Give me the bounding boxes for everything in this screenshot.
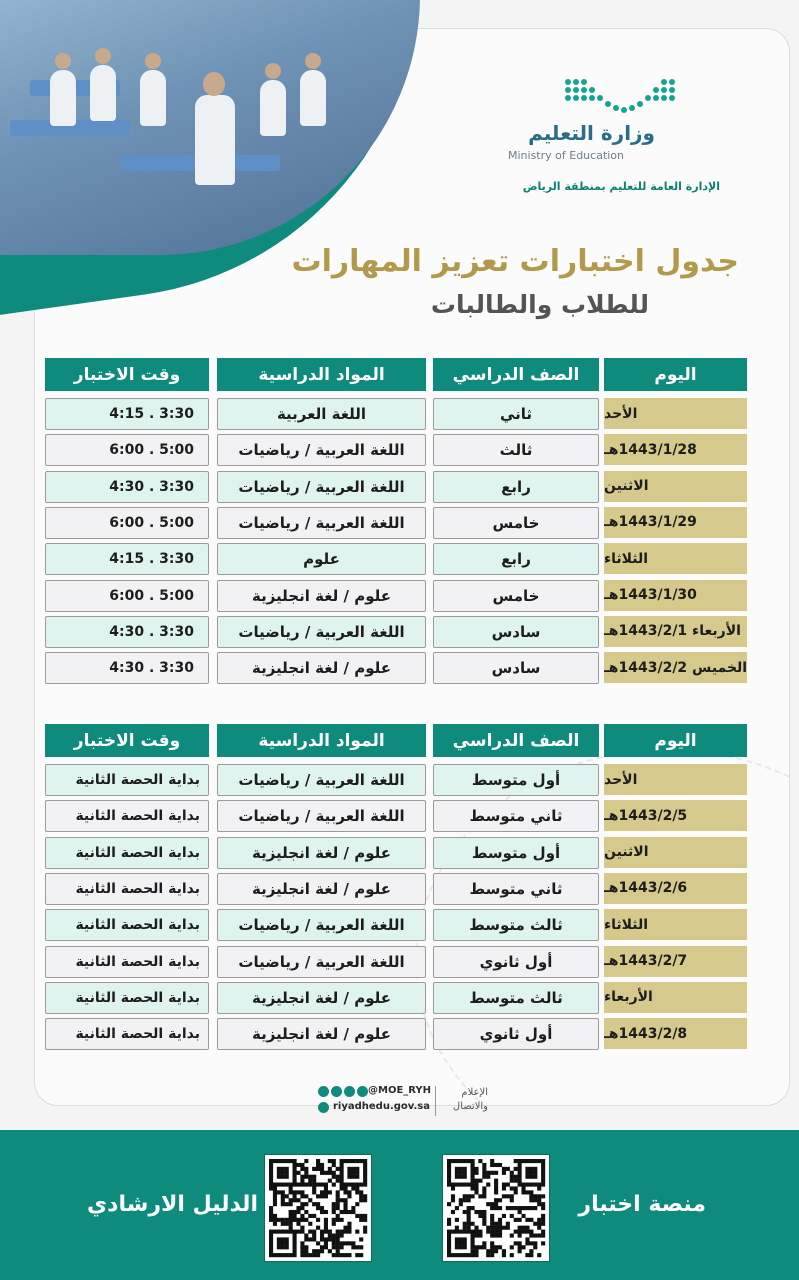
day-cell: 1443/2/5هـ <box>604 800 747 831</box>
subjects-cell: اللغة العربية / رياضيات <box>217 909 426 941</box>
grade-cell: أول متوسط <box>433 764 599 796</box>
time-cell: 3:30 . 4:30 <box>45 616 209 648</box>
ministry-logo-icon <box>560 76 690 120</box>
guide-qr-code-icon[interactable] <box>264 1154 372 1262</box>
day-cell: الاثنين <box>604 837 747 868</box>
header-grade: الصف الدراسي <box>433 358 599 391</box>
snapchat-icon[interactable] <box>344 1086 355 1097</box>
youtube-icon[interactable] <box>357 1086 368 1097</box>
time-cell: بداية الحصة الثانية <box>45 837 209 869</box>
grade-cell: رابع <box>433 471 599 503</box>
time-cell: بداية الحصة الثانية <box>45 909 209 941</box>
time-cell: 3:30 . 4:30 <box>45 652 209 684</box>
website-link[interactable]: riyadhedu.gov.sa <box>333 1101 430 1112</box>
day-cell: الأحد <box>604 398 747 429</box>
grade-cell: ثاني متوسط <box>433 873 599 905</box>
time-cell: بداية الحصة الثانية <box>45 800 209 832</box>
header-subjects-2: المواد الدراسية <box>217 724 426 757</box>
day-cell: الأحد <box>604 764 747 795</box>
time-cell: بداية الحصة الثانية <box>45 764 209 796</box>
subjects-cell: علوم / لغة انجليزية <box>217 873 426 905</box>
day-cell: الثلاثاء <box>604 543 747 574</box>
time-cell: بداية الحصة الثانية <box>45 873 209 905</box>
day-cell: 1443/2/8هـ <box>604 1018 747 1049</box>
subjects-cell: اللغة العربية / رياضيات <box>217 434 426 466</box>
grade-cell: ثاني <box>433 398 599 430</box>
grade-cell: ثالث <box>433 434 599 466</box>
header-day-2: اليوم <box>604 724 747 757</box>
header-time: وقت الاختبار <box>45 358 209 391</box>
subjects-cell: علوم / لغة انجليزية <box>217 1018 426 1050</box>
header-time-2: وقت الاختبار <box>45 724 209 757</box>
header-day: اليوم <box>604 358 747 391</box>
day-cell: 1443/2/6هـ <box>604 873 747 904</box>
social-handle[interactable]: @MOE_RYH <box>368 1085 432 1096</box>
day-cell: 1443/1/29هـ <box>604 507 747 538</box>
time-cell: 5:00 . 6:00 <box>45 507 209 539</box>
day-cell: الخميس 1443/2/2هـ <box>604 652 747 683</box>
grade-cell: رابع <box>433 543 599 575</box>
ministry-name-en: Ministry of Education <box>508 149 625 162</box>
day-cell: الثلاثاء <box>604 909 747 940</box>
subjects-cell: اللغة العربية / رياضيات <box>217 764 426 796</box>
header-subjects: المواد الدراسية <box>217 358 426 391</box>
time-cell: 5:00 . 6:00 <box>45 580 209 612</box>
ministry-name-ar: وزارة التعليم <box>528 121 655 145</box>
subjects-cell: علوم / لغة انجليزية <box>217 837 426 869</box>
time-cell: بداية الحصة الثانية <box>45 1018 209 1050</box>
media-dept: الإعلام والاتصال <box>452 1087 488 1112</box>
subjects-cell: اللغة العربية / رياضيات <box>217 616 426 648</box>
subjects-cell: علوم / لغة انجليزية <box>217 580 426 612</box>
grade-cell: أول ثانوي <box>433 946 599 978</box>
grade-cell: سادس <box>433 616 599 648</box>
day-cell: الأربعاء 1443/2/1هـ <box>604 616 747 647</box>
footer-bar <box>0 1130 799 1280</box>
social-block <box>318 1086 488 1120</box>
grade-cell: خامس <box>433 507 599 539</box>
guide-label: الدليل الارشادي <box>87 1192 258 1217</box>
time-cell: 5:00 . 6:00 <box>45 434 209 466</box>
time-cell: 3:30 . 4:30 <box>45 471 209 503</box>
subjects-cell: اللغة العربية / رياضيات <box>217 471 426 503</box>
header-grade-2: الصف الدراسي <box>433 724 599 757</box>
subjects-cell: علوم / لغة انجليزية <box>217 982 426 1014</box>
instagram-icon[interactable] <box>331 1086 342 1097</box>
twitter-icon[interactable] <box>318 1086 329 1097</box>
grade-cell: أول ثانوي <box>433 1018 599 1050</box>
social-icons <box>318 1086 368 1097</box>
time-cell: 3:30 . 4:15 <box>45 398 209 430</box>
time-cell: 3:30 . 4:15 <box>45 543 209 575</box>
subjects-cell: اللغة العربية <box>217 398 426 430</box>
grade-cell: خامس <box>433 580 599 612</box>
subjects-cell: اللغة العربية / رياضيات <box>217 507 426 539</box>
day-cell: 1443/1/30هـ <box>604 580 747 611</box>
time-cell: بداية الحصة الثانية <box>45 946 209 978</box>
day-cell: الأربعاء <box>604 982 747 1013</box>
grade-cell: أول متوسط <box>433 837 599 869</box>
region-name: الإدارة العامة للتعليم بمنطقة الرياض <box>522 180 720 193</box>
platform-qr-code-icon[interactable] <box>442 1154 550 1262</box>
divider <box>435 1086 436 1116</box>
grade-cell: سادس <box>433 652 599 684</box>
day-cell: 1443/1/28هـ <box>604 434 747 465</box>
time-cell: بداية الحصة الثانية <box>45 982 209 1014</box>
subjects-cell: اللغة العربية / رياضيات <box>217 946 426 978</box>
platform-label: منصة اختبار <box>578 1192 706 1217</box>
subjects-cell: اللغة العربية / رياضيات <box>217 800 426 832</box>
page-subtitle: للطلاب والطالبات <box>430 290 649 319</box>
day-cell: 1443/2/7هـ <box>604 946 747 977</box>
subjects-cell: علوم <box>217 543 426 575</box>
globe-icon <box>318 1102 329 1113</box>
subjects-cell: علوم / لغة انجليزية <box>217 652 426 684</box>
day-cell: الاثنين <box>604 471 747 502</box>
grade-cell: ثاني متوسط <box>433 800 599 832</box>
grade-cell: ثالث متوسط <box>433 982 599 1014</box>
grade-cell: ثالث متوسط <box>433 909 599 941</box>
page-title: جدول اختبارات تعزيز المهارات <box>291 244 739 279</box>
